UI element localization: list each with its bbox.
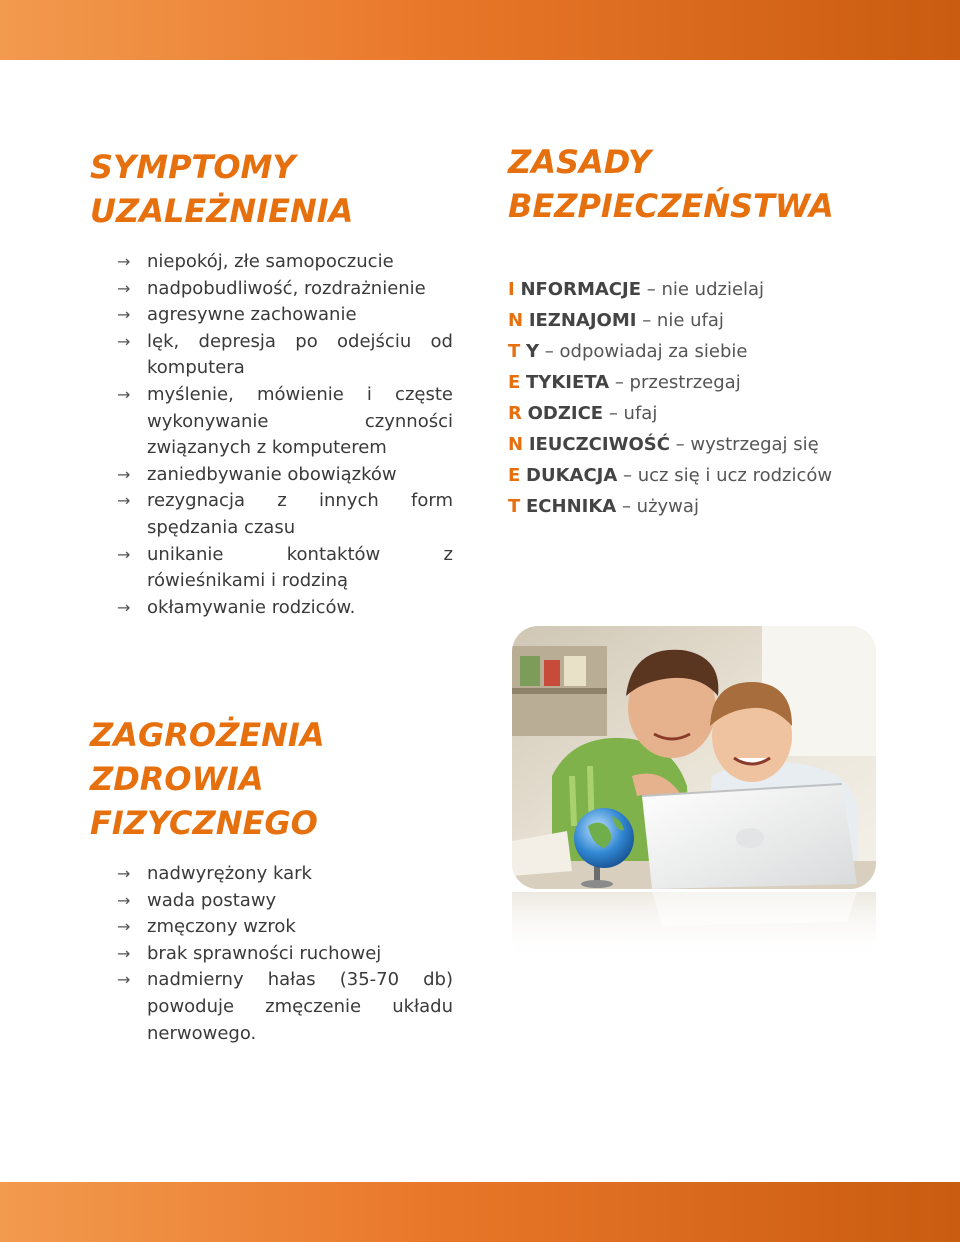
list-item: → unikanie kontaktów z rówieśnikami i rodziną [117, 543, 453, 592]
list-item: → wada postawy [90, 888, 453, 915]
arrow-right-icon: → [117, 890, 131, 910]
arrow-right-icon: → [117, 917, 131, 937]
symptoms-list [90, 249, 453, 621]
list-item: → lęk, depresja po odejściu od komputera [117, 330, 453, 379]
safety-heading-line1: ZASADY [508, 143, 652, 181]
safety-rule: T ECHNIKA – używaj [508, 496, 699, 517]
health-heading-line1: ZAGROŻENIA [90, 716, 325, 754]
list-item: → rezygnacja z innych form spędzania czasu [117, 490, 453, 538]
list-item: → agresywne zachowanie [90, 302, 453, 329]
health-risks-list [90, 861, 453, 1047]
arrow-right-icon: → [117, 305, 131, 325]
photo-reflection [512, 892, 876, 962]
arrow-right-icon: → [117, 544, 131, 564]
health-heading-line3: FIZYCZNEGO [90, 804, 318, 842]
safety-heading-line2: BEZPIECZEŃSTWA [508, 187, 834, 225]
list-item: → nadwyrężony kark [90, 861, 453, 888]
safety-rules-list [508, 274, 832, 522]
safety-rule: E TYKIETA – przestrzegaj [508, 372, 741, 393]
list-item: → brak sprawności ruchowej [90, 941, 453, 968]
arrow-right-icon: → [117, 491, 131, 511]
safety-rule: I NFORMACJE – nie udzielaj [508, 279, 765, 300]
health-heading [90, 713, 325, 845]
health-heading-line2: ZDROWIA [90, 760, 264, 798]
symptoms-heading-line2: UZALEŻNIENIA [90, 192, 354, 230]
boys-with-laptop-photo [512, 626, 876, 889]
safety-rule: T Y – odpowiadaj za siebie [508, 341, 748, 362]
list-item: → myślenie, mówienie i częste wykonywanie czynności związanych z komputerem [117, 383, 453, 459]
top-orange-band [0, 0, 960, 60]
arrow-right-icon: → [117, 943, 131, 963]
arrow-right-icon: → [117, 970, 131, 990]
bottom-orange-band [0, 1182, 960, 1242]
safety-heading [508, 140, 834, 228]
list-item: → niepokój, złe samopoczucie [90, 249, 453, 276]
list-item: → nadpobudliwość, rozdrażnienie [90, 276, 453, 303]
arrow-right-icon: → [117, 252, 131, 271]
arrow-right-icon: → [117, 384, 131, 404]
arrow-right-icon: → [117, 278, 131, 298]
list-item: → zmęczony wzrok [90, 914, 453, 941]
symptoms-heading [90, 145, 353, 233]
safety-rule: N IEZNAJOMI – nie ufaj [508, 310, 724, 331]
arrow-right-icon: → [117, 331, 131, 351]
safety-rule: N IEUCZCIWOŚĆ – wystrzegaj się [508, 434, 819, 455]
arrow-right-icon: → [117, 864, 131, 883]
arrow-right-icon: → [117, 597, 131, 617]
list-item: → nadmierny hałas (35-70 db) powoduje zmęczenie układu nerwowego. [117, 969, 453, 1044]
list-item: → zaniedbywanie obowiązków [90, 462, 453, 489]
arrow-right-icon: → [117, 464, 131, 484]
safety-rule: R ODZICE – ufaj [508, 403, 658, 424]
symptoms-heading-line1: SYMPTOMY [90, 148, 296, 186]
safety-rule: E DUKACJA – ucz się i ucz rodziców [508, 465, 833, 486]
list-item: → okłamywanie rodziców. [90, 595, 453, 622]
